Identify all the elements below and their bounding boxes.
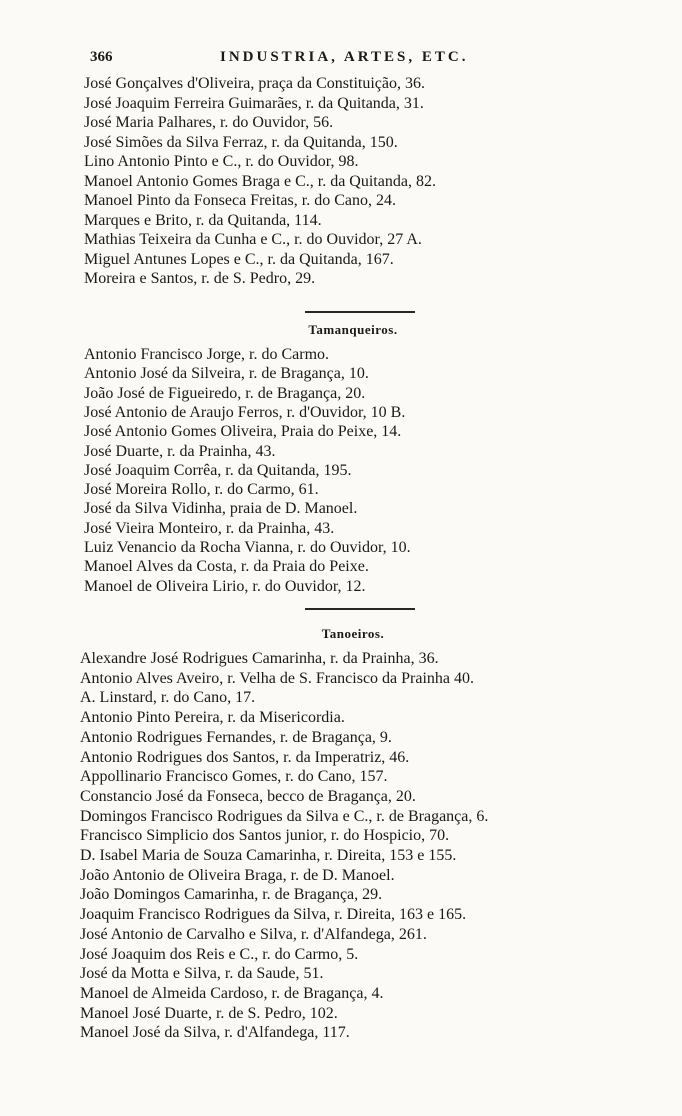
page-number: 366 [90, 49, 113, 65]
entry-line: Antonio Rodrigues Fernandes, r. de Bragança, 9. [80, 728, 392, 746]
entry-line: João José de Figueiredo, r. de Bragança, 20. [84, 384, 366, 402]
section-title-tamanqueiros: Tamanqueiros. [308, 322, 398, 337]
entry-line: Joaquim Francisco Rodrigues da Silva, r. Direita, 163 e 165. [80, 906, 467, 924]
section-rule [305, 608, 415, 610]
entry-line: José da Motta e Silva, r. da Saude, 51. [80, 965, 324, 983]
entry-line: José da Silva Vidinha, praia de D. Manoel. [84, 500, 358, 518]
entry-line: A. Linstard, r. do Cano, 17. [80, 689, 256, 707]
entry-line: Marques e Brito, r. da Quitanda, 114. [84, 211, 322, 229]
entry-line: Francisco Simplicio dos Santos junior, r. do Hospicio, 70. [80, 827, 450, 845]
entry-line: José Antonio Gomes Oliveira, Praia do Peixe, 14. [84, 423, 402, 441]
entry-line: Luiz Venancio da Rocha Vianna, r. do Ouvidor, 10. [84, 539, 411, 556]
entry-line: Manoel Pinto da Fonseca Freitas, r. do Cano, 24. [84, 192, 396, 209]
entry-line: José Maria Palhares, r. do Ouvidor, 56. [84, 114, 334, 131]
entry-line: Antonio Pinto Pereira, r. da Misericordia. [80, 709, 345, 727]
entry-line: José Joaquim Corrêa, r. da Quitanda, 195. [84, 461, 352, 479]
entry-line: José Vieira Monteiro, r. da Prainha, 43. [84, 519, 335, 537]
entry-line: Domingos Francisco Rodrigues da Silva e C., r. de Bragança, 6. [80, 807, 489, 825]
entry-line: Manoel de Oliveira Lirio, r. do Ouvidor, 12. [84, 577, 366, 595]
entry-line: Antonio Alves Aveiro, r. Velha de S. Francisco da Prainha 40. [80, 669, 475, 687]
entry-line: Mathias Teixeira da Cunha e C., r. do Ouvidor, 27 A. [84, 231, 422, 248]
page-header [90, 49, 630, 71]
entry-line: Antonio Rodrigues dos Santos, r. da Imperatriz, 46. [80, 748, 410, 766]
entry-line: Alexandre José Rodrigues Camarinha, r. da Prainha, 36. [80, 650, 439, 667]
entry-line: Lino Antonio Pinto e C., r. do Ouvidor, 98. [84, 153, 359, 170]
entry-line: José Joaquim Ferreira Guimarães, r. da Quitanda, 31. [84, 94, 424, 112]
running-title: INDUSTRIA, ARTES, ETC. [220, 49, 469, 65]
entry-line: Antonio Francisco Jorge, r. do Carmo. [84, 346, 330, 363]
entry-line: Appollinario Francisco Gomes, r. do Cano, 157. [80, 768, 388, 786]
entry-line: Miguel Antunes Lopes e C., r. da Quitanda, 167. [84, 250, 394, 268]
entry-line: Manoel Antonio Gomes Braga e C., r. da Quitanda, 82. [84, 172, 436, 190]
entry-line: José Duarte, r. da Prainha, 43. [84, 442, 276, 460]
entry-line: José Moreira Rollo, r. do Carmo, 61. [84, 481, 319, 499]
entry-line: Moreira e Santos, r. de S. Pedro, 29. [84, 270, 316, 287]
entry-line: Antonio José da Silveira, r. de Bragança, 10. [84, 365, 369, 383]
entry-line: Manoel de Almeida Cardoso, r. de Bragança, 4. [80, 984, 384, 1002]
entry-line: José Joaquim dos Reis e C., r. do Carmo, 5. [80, 945, 359, 963]
entry-line: José Antonio de Carvalho e Silva, r. d'Alfandega, 261. [80, 925, 427, 943]
entry-line: D. Isabel Maria de Souza Camarinha, r. Direita, 153 e 155. [80, 847, 457, 864]
entry-line: José Simões da Silva Ferraz, r. da Quitanda, 150. [84, 133, 398, 151]
entry-line: João Antonio de Oliveira Braga, r. de D. Manoel. [80, 866, 395, 884]
entry-line: José Antonio de Araujo Ferros, r. d'Ouvidor, 10 B. [84, 403, 406, 421]
entry-line: Manoel Alves da Costa, r. da Praia do Peixe. [84, 558, 369, 576]
entry-line: Constancio José da Fonseca, becco de Bragança, 20. [80, 787, 416, 805]
entry-line: Manoel José Duarte, r. de S. Pedro, 102. [80, 1004, 338, 1022]
entry-line: João Domingos Camarinha, r. de Bragança, 29. [80, 886, 383, 904]
section-title-tanoeiros: Tanoeiros. [321, 626, 385, 641]
entry-line: José Gonçalves d'Oliveira, praça da Constituição, 36. [84, 75, 426, 92]
section-rule [305, 311, 415, 313]
entry-line: Manoel José da Silva, r. d'Alfandega, 117. [80, 1024, 350, 1042]
